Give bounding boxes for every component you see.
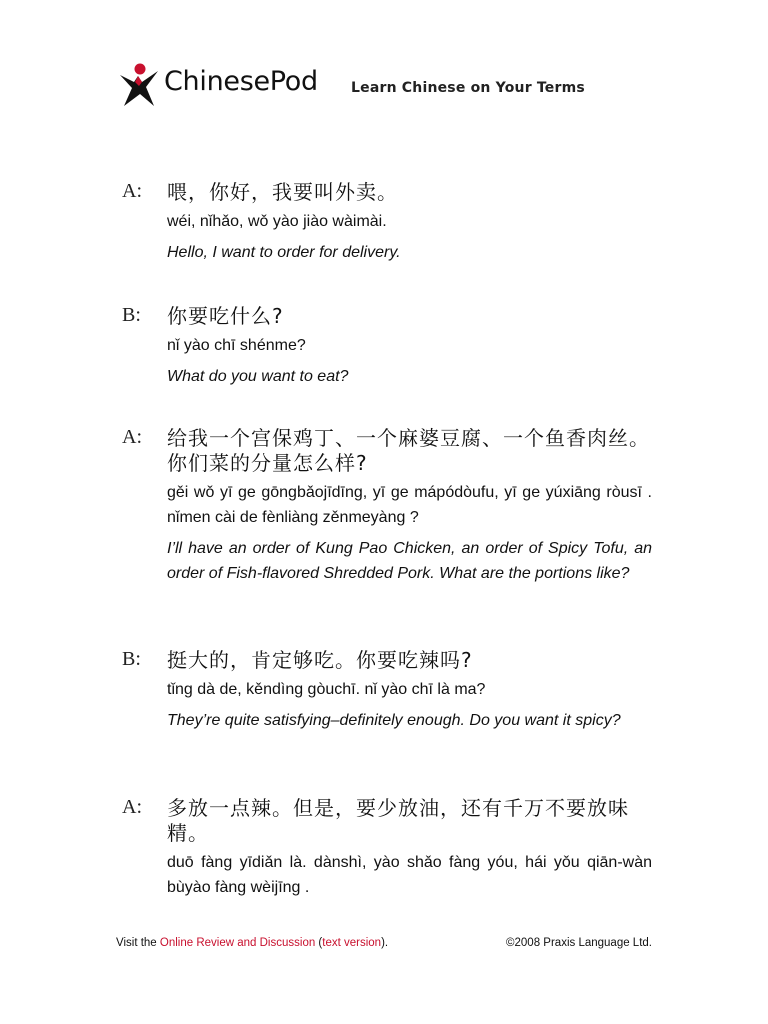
english-translation: What do you want to eat? — [167, 368, 349, 385]
page-header — [118, 62, 638, 110]
text-version-link[interactable]: text version — [322, 937, 382, 949]
chinese-text: 喂，你好，我要叫外卖。 — [167, 180, 398, 204]
chinese-text: 多放一点辣。但是，要少放油，还有千万不要放味精。 — [167, 796, 629, 845]
english-translation: Hello, I want to order for delivery. — [167, 244, 401, 261]
pinyin-text: nǐ yào chī shénme? — [167, 337, 306, 354]
speaker-label: A: — [122, 180, 142, 202]
footer-prefix: Visit the — [116, 937, 160, 949]
pinyin-text: wéi, nǐhǎo, wǒ yào jiào wàimài. — [167, 213, 387, 230]
chinese-text: 挺大的，肯定够吃。你要吃辣吗? — [167, 648, 473, 672]
speaker-label: B: — [122, 648, 141, 670]
speaker-label: A: — [122, 796, 142, 818]
copyright-notice: ©2008 Praxis Language Ltd. — [506, 937, 652, 949]
pinyin-text: duō fàng yīdiǎn là. dànshì, yào shǎo fàng yóu, hái yǒu qiān-wàn bùyào fàng wèijīng . — [167, 854, 652, 896]
pinyin-text: tǐng dà de, kěndìng gòuchī. nǐ yào chī là ma? — [167, 681, 486, 698]
speaker-label: B: — [122, 304, 141, 326]
footer-paren-open: ( — [315, 937, 323, 949]
english-translation: I’ll have an order of Kung Pao Chicken, an order of Spicy Tofu, an order of Fish-flavored Shredded Pork. What are the portions like? — [167, 540, 652, 582]
chinese-text: 你要吃什么? — [167, 304, 284, 328]
online-review-link[interactable]: Online Review and Discussion — [159, 937, 316, 949]
chinesepod-figure-icon — [118, 62, 160, 108]
footer-paren-close: ). — [381, 937, 389, 949]
logo-wordmark: ChinesePod — [164, 66, 318, 97]
footer-links — [116, 937, 388, 949]
english-translation: They’re quite satisfying–definitely enough. Do you want it spicy? — [167, 712, 621, 729]
chinese-text: 给我一个宫保鸡丁、一个麻婆豆腐、一个鱼香肉丝。你们菜的分量怎么样? — [167, 426, 650, 475]
speaker-label: A: — [122, 426, 142, 448]
pinyin-text: gěi wǒ yī ge gōngbǎojīdīng, yī ge mápódòufu, yī ge yúxiāng ròusī . nǐmen cài de fènliàng zěnmeyàng ? — [167, 484, 652, 526]
tagline: Learn Chinese on Your Terms — [351, 80, 585, 96]
